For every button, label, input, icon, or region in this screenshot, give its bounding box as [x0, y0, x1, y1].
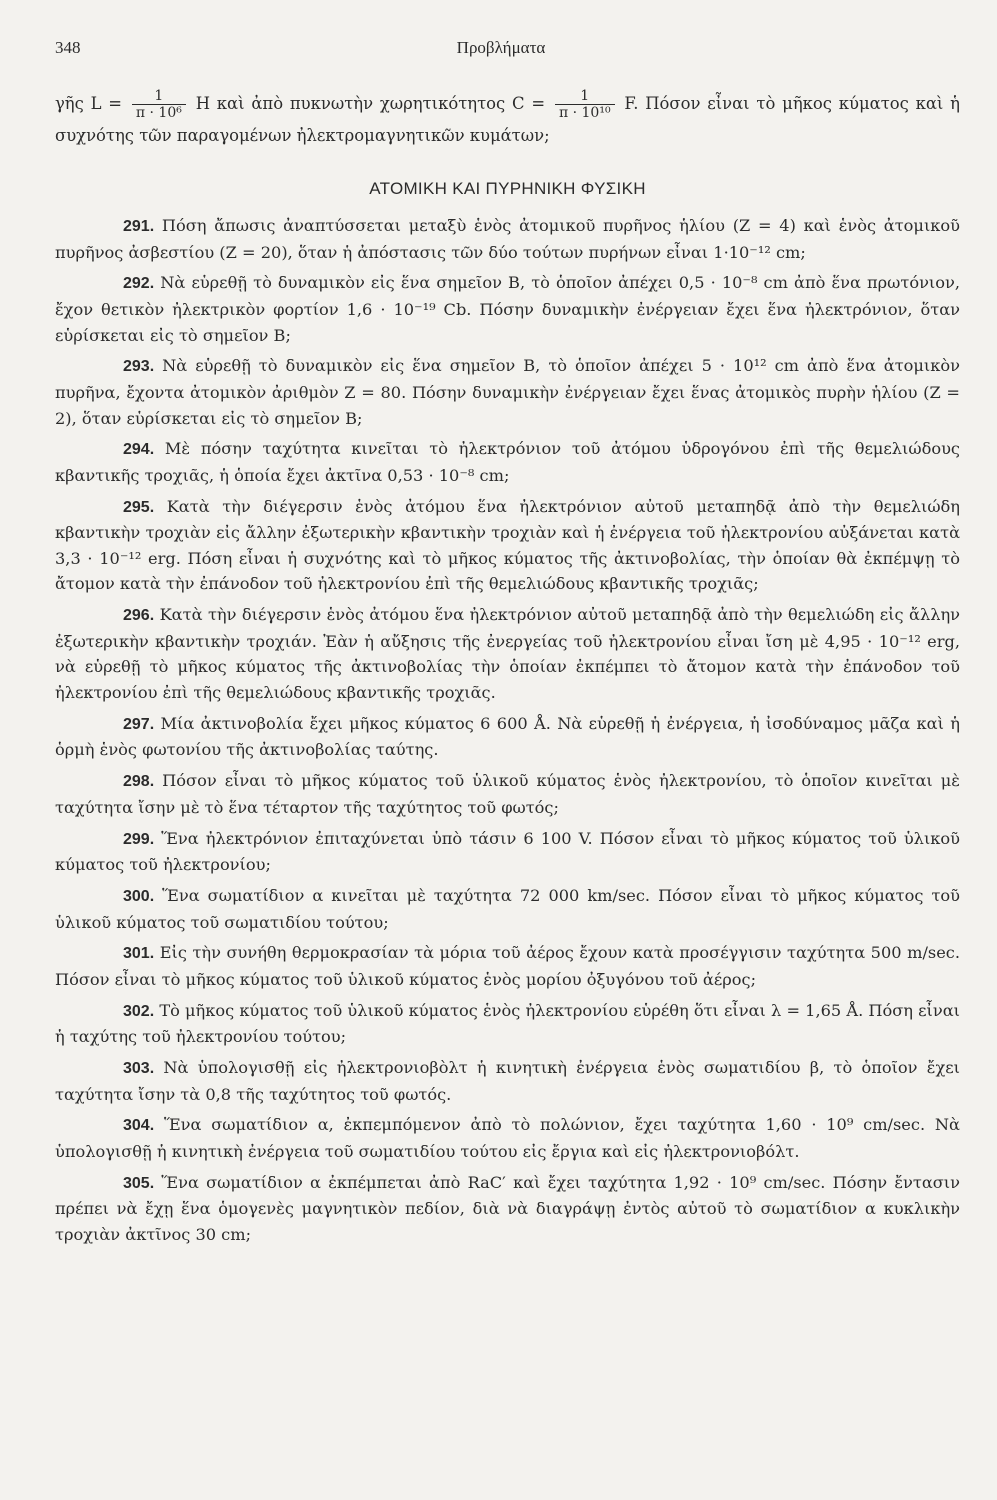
problem-number: 301.: [123, 945, 155, 963]
problem-text: Πόση ἄπωσις ἀναπτύσσεται μεταξὺ ἑνὸς ἀτομικοῦ πυρῆνος ἡλίου (Z = 4) καὶ ἑνὸς ἀτομικοῦ πυρῆνος ἀσβεστίου (Z = 20), ὅταν ἡ ἀπόστασις τῶν δύο τούτων πυρήνων εἶναι 1·10⁻¹² cm;: [55, 216, 960, 262]
problem-text: Τὸ μῆκος κύματος τοῦ ὑλικοῦ κύματος ἑνὸς ἠλεκτρονίου εὑρέθη ὅτι εἶναι λ = 1,65 Å. Πόση εἶναι ἡ ταχύτης τοῦ ἠλεκτρονίου τούτου;: [55, 1000, 960, 1047]
problem-305: [55, 1170, 960, 1248]
problem-299: [55, 826, 960, 878]
problem-number: 298.: [123, 773, 155, 791]
problem-294: [55, 436, 960, 488]
problem-number: 296.: [123, 607, 155, 625]
fraction-numerator: 1: [132, 88, 186, 105]
problem-number: 303.: [123, 1060, 155, 1078]
problem-number: 297.: [123, 715, 155, 733]
problem-291: [55, 213, 960, 265]
problem-text: Μὲ πόσην ταχύτητα κινεῖται τὸ ἠλεκτρόνιον τοῦ ἀτόμου ὑδρογόνου ἐπὶ τῆς θεμελιώδους κβαντικῆς τροχιᾶς, ἡ ὁποία ἔχει ἀκτῖνα 0,53 · 10⁻⁸ cm;: [55, 439, 960, 485]
fraction-denominator: π · 10⁶: [135, 105, 182, 121]
problem-301: [55, 940, 960, 992]
continued-problem-text: [55, 88, 960, 151]
problem-304: [55, 1112, 960, 1164]
fraction-inductance: [132, 88, 186, 121]
intro-text-a: γῆς L =: [55, 94, 123, 113]
problem-297: [55, 711, 960, 763]
problem-text: Μία ἀκτινοβολία ἔχει μῆκος κύματος 6 600 Å. Νὰ εὑρεθῇ ἡ ἐνέργεια, ἡ ἰσοδύναμος μᾶζα καὶ ἡ ὁρμὴ ἑνὸς φωτονίου τῆς ἀκτινοβολίας ταύτης.: [55, 713, 960, 760]
problem-number: 293.: [123, 358, 155, 376]
intro-text-b: H καὶ ἀπὸ πυκνωτὴν χωρητικότητος C =: [195, 94, 546, 113]
problem-text: Ἕνα ἠλεκτρόνιον ἐπιταχύνεται ὑπὸ τάσιν 6 100 V. Πόσον εἶναι τὸ μῆκος κύματος τοῦ ὑλικοῦ κύματος τοῦ ἠλεκτρονίου;: [55, 828, 960, 875]
problem-text: Νὰ εὑρεθῇ τὸ δυναμικὸν εἰς ἕνα σημεῖον B, τὸ ὁποῖον ἀπέχει 0,5 · 10⁻⁸ cm ἀπὸ ἕνα πρωτόνιον, ἔχον θετικὸν ἠλεκτρικὸν φορτίον 1,6 · 10⁻¹⁹ Cb. Πόσην δυναμικὴν ἐνέργειαν ἔχει ἕνα ἠλεκτρόνιον, ὅταν εὑρίσκεται εἰς τὸ σημεῖον B;: [55, 273, 961, 345]
page-content: [55, 88, 960, 1253]
problem-292: [55, 270, 960, 348]
problem-number: 305.: [123, 1174, 155, 1192]
problem-text: Ἕνα σωματίδιον α, ἐκπεμπόμενον ἀπὸ τὸ πολώνιον, ἔχει ταχύτητα 1,60 · 10⁹ cm/sec. Νὰ ὑπολογισθῇ ἡ κινητικὴ ἐνέργεια τοῦ σωματιδίου τούτου εἰς ἔργια καὶ εἰς ἠλεκτρονιοβόλτ.: [55, 1115, 960, 1162]
problem-300: [55, 883, 960, 935]
problem-text: Ἕνα σωματίδιον α κινεῖται μὲ ταχύτητα 72 000 km/sec. Πόσον εἶναι τὸ μῆκος κύματος τοῦ ὑλικοῦ κύματος τοῦ σωματιδίου τούτου;: [55, 885, 960, 932]
problem-text: Νὰ εὑρεθῇ τὸ δυναμικὸν εἰς ἕνα σημεῖον B, τὸ ὁποῖον ἀπέχει 5 · 10¹² cm ἀπὸ ἕνα ἀτομικὸν πυρῆνα, ἔχοντα ἀτομικὸν ἀριθμὸν Z = 80. Πόσην δυναμικὴν ἐνέργειαν ἔχει ἕνας ἀτομικὸς πυρὴν ἡλίου (Z = 2), ὅταν εὑρίσκεται εἰς τὸ σημεῖον B;: [55, 356, 960, 428]
problem-number: 294.: [123, 441, 155, 459]
problem-number: 292.: [123, 275, 155, 293]
problem-text: Κατὰ τὴν διέγερσιν ἑνὸς ἀτόμου ἕνα ἠλεκτρόνιον αὐτοῦ μεταπηδᾷ ἀπὸ τὴν θεμελιώδη κβαντικὴν τροχιὰν εἰς ἄλλην ἐξωτερικὴν κβαντικὴν τροχιὰν καὶ ἡ ἐνέργεια τοῦ ἠλεκτρονίου αὐξάνεται κατὰ 3,3 · 10⁻¹² erg. Πόση εἶναι ἡ συχνότης καὶ τὸ μῆκος κύματος τῆς ἀκτινοβολίας, τὴν ὁποίαν θὰ ἐκπέμψῃ τὸ ἄτομον κατὰ τὴν ἐπάνοδον τοῦ ἠλεκτρονίου ἐπὶ τῆς θεμελιώδους κβαντικῆς τροχιᾶς;: [55, 496, 960, 594]
problem-text: Ἕνα σωματίδιον α ἐκπέμπεται ἀπὸ RaC′ καὶ ἔχει ταχύτητα 1,92 · 10⁹ cm/sec. Πόσην ἔντασιν πρέπει νὰ ἔχῃ ἕνα ὁμογενὲς μαγνητικὸν πεδίον, διὰ νὰ διαγράψῃ ἐντὸς αὐτοῦ τὸ σωματίδιον α κυκλικὴν τροχιὰν ἀκτῖνος 30 cm;: [55, 1172, 960, 1244]
problem-302: [55, 998, 960, 1050]
problem-298: [55, 768, 960, 820]
problem-number: 295.: [123, 498, 155, 516]
problem-number: 300.: [123, 887, 155, 905]
problem-text: Εἰς τὴν συνήθη θερμοκρασίαν τὰ μόρια τοῦ ἀέρος ἔχουν κατὰ προσέγγισιν ταχύτητα 500 m/sec. Πόσον εἶναι τὸ μῆκος κύματος τοῦ ὑλικοῦ κύματος ἑνὸς μορίου ὀξυγόνου τοῦ ἀέρος;: [55, 943, 960, 989]
fraction-denominator: π · 10¹⁰: [558, 105, 611, 121]
problem-number: 304.: [123, 1117, 155, 1135]
running-title: Προβλήματα: [456, 38, 546, 57]
problem-text: Νὰ ὑπολογισθῇ εἰς ἠλεκτρονιοβὸλτ ἡ κινητικὴ ἐνέργεια ἑνὸς σωματιδίου β, τὸ ὁποῖον ἔχει ταχύτητα ἴσην τὰ 0,8 τῆς ταχύτητος τοῦ φωτός.: [55, 1058, 960, 1104]
problem-number: 302.: [123, 1002, 155, 1020]
problem-text: Κατὰ τὴν διέγερσιν ἑνὸς ἀτόμου ἕνα ἠλεκτρόνιον αὐτοῦ μεταπηδᾷ ἀπὸ τὴν θεμελιώδη εἰς ἄλλην ἐξωτερικὴν κβαντικὴν τροχιάν. Ἐὰν ἡ αὔξησις τῆς ἐνεργείας τοῦ ἠλεκτρονίου εἶναι ἴση μὲ 4,95 · 10⁻¹² erg, νὰ εὑρεθῇ τὸ μῆκος κύματος τῆς ἀκτινοβολίας τὴν ὁποίαν ἐκπέμπει τὸ ἄτομον κατὰ τὴν ἐπάνοδον τοῦ ἠλεκτρονίου ἐπὶ τῆς θεμελιώδους κβαντικῆς τροχιᾶς.: [55, 605, 960, 703]
page-number: 348: [55, 38, 81, 57]
fraction-numerator: 1: [555, 88, 615, 105]
problem-number: 291.: [123, 218, 155, 235]
section-heading: ΑΤΟΜΙΚΗ ΚΑΙ ΠΥΡΗΝΙΚΗ ΦΥΣΙΚΗ: [369, 179, 646, 198]
problem-293: [55, 353, 960, 431]
page-header: [55, 38, 947, 62]
problem-296: [55, 602, 960, 705]
intro-text-c: F. Πόσον εἶναι τὸ μῆκος κύματος καὶ ἡ συχνότης τῶν παραγομένων ἠλεκτρομαγνητικῶν κυμάτων;: [55, 94, 960, 145]
fraction-capacitance: [555, 88, 615, 121]
problem-text: Πόσον εἶναι τὸ μῆκος κύματος τοῦ ὑλικοῦ κύματος ἑνὸς ἠλεκτρονίου, τὸ ὁποῖον κινεῖται μὲ ταχύτητα ἴσην μὲ τὸ ἕνα τέταρτον τῆς ταχύτητος τοῦ φωτός;: [55, 771, 960, 817]
problem-number: 299.: [123, 830, 155, 848]
problem-303: [55, 1055, 960, 1107]
problem-295: [55, 494, 960, 597]
